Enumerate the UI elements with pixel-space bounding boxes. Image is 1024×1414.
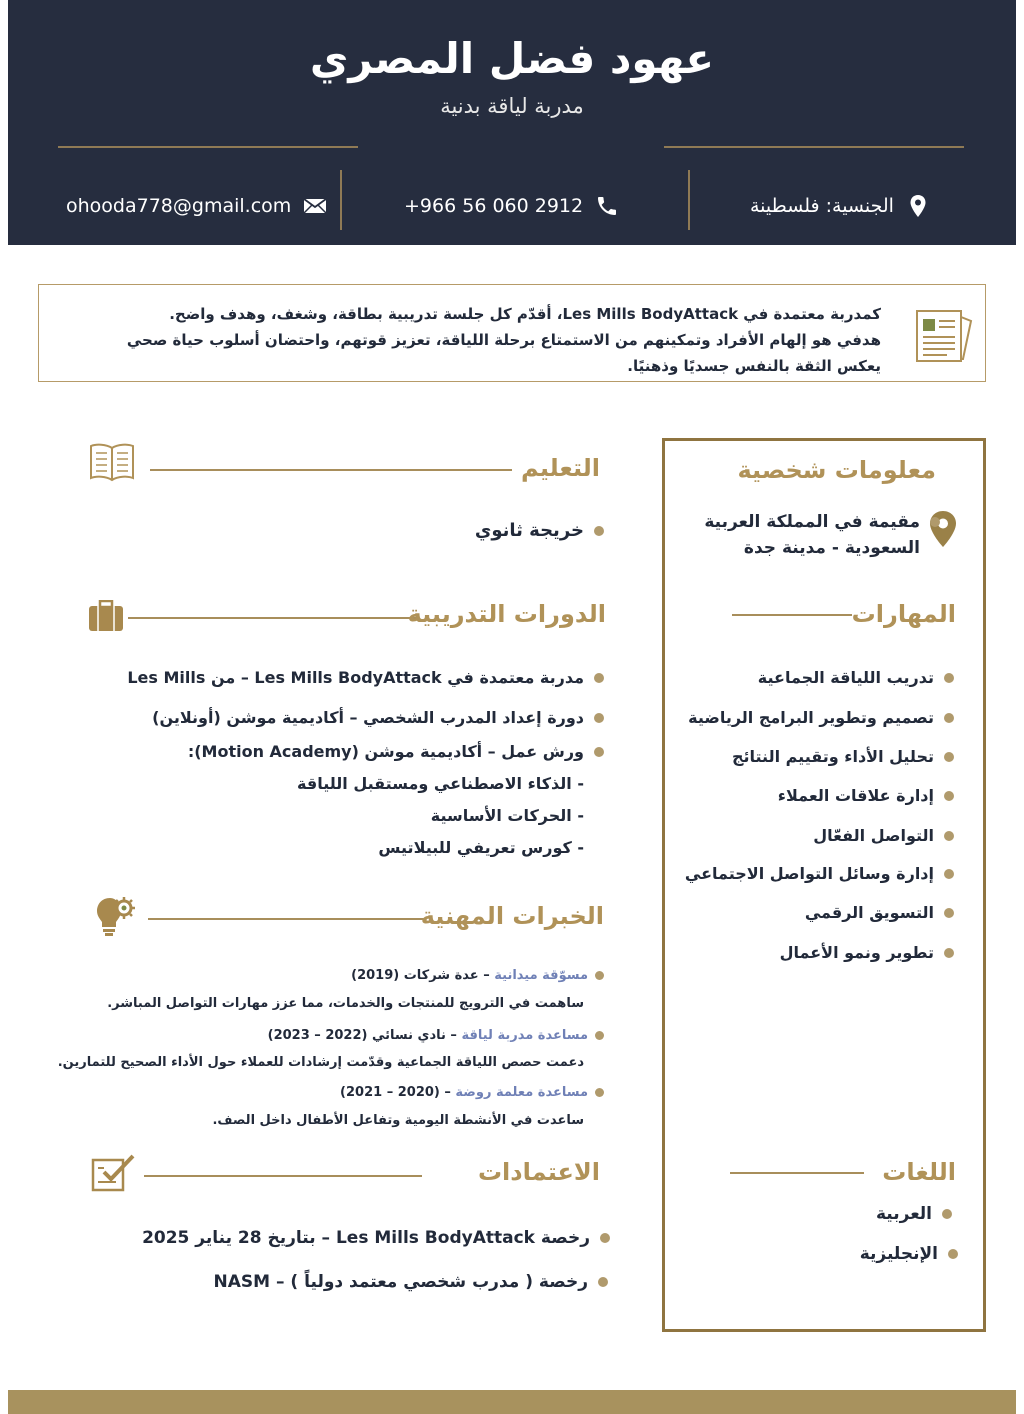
skill-item: تدريب اللياقة الجماعية: [757, 668, 934, 687]
workshop-item: - الذكاء الاصطناعي ومستقبل اللياقة: [297, 774, 584, 793]
checklist-icon: [90, 1154, 136, 1192]
footer-bar: [8, 1390, 1016, 1414]
briefcase-icon: [88, 600, 124, 632]
certification-item: رخصة Les Mills BodyAttack – بتاريخ 28 يناير 2025: [142, 1228, 590, 1248]
experience-title: الخبرات المهنية: [420, 902, 604, 930]
certifications-title-line: [144, 1175, 422, 1177]
skill-item: التسويق الرقمي: [804, 903, 934, 922]
contact-separator: [688, 170, 690, 230]
book-icon: [88, 440, 136, 484]
courses-title: الدورات التدريبية: [407, 600, 606, 628]
location-line: السعودية - مدينة جدة: [743, 538, 920, 558]
skill-item: التواصل الفعّال: [813, 826, 934, 845]
experience-role-detail: – عدة شركات (2019): [351, 968, 495, 983]
contact-phone[interactable]: [404, 190, 619, 222]
skills-title-line: [732, 614, 852, 616]
skill-item: تصميم وتطوير البرامج الرياضية: [688, 708, 934, 727]
email-text[interactable]: ohooda778@gmail.com: [66, 195, 292, 217]
experience-title-line: [148, 918, 426, 920]
languages-title-line: [730, 1172, 864, 1174]
map-pin-icon: [906, 194, 930, 218]
course-item: مدربة معتمدة في Les Mills BodyAttack – من Les Mills: [127, 668, 584, 687]
languages-title: اللغات: [882, 1158, 956, 1186]
experience-description: دعمت حصص اللياقة الجماعية وقدّمت إرشادات للعملاء حول الأداء الصحيح للتمارين.: [57, 1055, 584, 1070]
skills-title: المهارات: [851, 600, 956, 628]
phone-icon: [595, 194, 619, 218]
experience-role-detail: – نادي نسائي (2022 – 2023): [267, 1028, 462, 1043]
location-line: مقيمة في المملكة العربية: [704, 512, 920, 532]
summary-line: هدفي هو إلهام الأفراد وتمكينهم من الاستمتاع برحلة اللياقة، تعزيز قوتهم، واحتضان أسلوب حياة صحي: [126, 331, 881, 349]
education-title-line: [150, 469, 512, 471]
experience-description: ساهمت في الترويج للمنتجات والخدمات، مما عزز مهارات التواصل المباشر.: [107, 996, 584, 1011]
summary-text: [101, 301, 881, 379]
header-divider-left: [58, 146, 358, 148]
candidate-name: عهود فضل المصري: [309, 34, 715, 83]
experience-description: ساعدت في الأنشطة اليومية وتفاعل الأطفال داخل الصف.: [212, 1113, 584, 1128]
contact-email[interactable]: [66, 190, 327, 222]
education-item: خريجة ثانوي: [474, 520, 584, 541]
experience-role-name: مساعدة معلمة روضة: [455, 1085, 588, 1100]
skill-item: تحليل الأداء وتقييم النتائج: [731, 747, 934, 766]
summary-line: كمدربة معتمدة في Les Mills BodyAttack، أقدّم كل جلسة تدريبية بطاقة، وشغف، وهدف واضح.: [169, 305, 881, 323]
skill-item: إدارة علاقات العملاء: [777, 786, 934, 805]
header-banner: [8, 0, 1016, 245]
nationality-text: الجنسية: فلسطينة: [750, 195, 894, 217]
candidate-role: مدربة لياقة بدنية: [440, 94, 584, 118]
language-item: العربية: [875, 1204, 932, 1224]
contact-nationality: [750, 190, 930, 222]
workshop-item: - كورس تعريفي للبيلاتيس: [378, 838, 584, 857]
experience-role-name: مسوّقة ميدانية: [494, 968, 588, 983]
experience-role-name: مساعدة مدربة لياقة: [461, 1028, 588, 1043]
experience-role: [351, 968, 588, 983]
experience-role-detail: – (2020 – 2021): [340, 1085, 456, 1100]
education-title: التعليم: [521, 454, 600, 482]
envelope-icon: [303, 194, 327, 218]
skill-item: إدارة وسائل التواصل الاجتماعي: [684, 864, 934, 883]
summary-line: يعكس الثقة بالنفس جسديًا وذهنيًا.: [627, 357, 881, 375]
document-icon: [911, 303, 975, 365]
certifications-title: الاعتمادات: [477, 1158, 600, 1186]
sidebar-frame: [662, 438, 986, 1332]
course-item: ورش عمل – أكاديمية موشن (Motion Academy):: [187, 742, 584, 761]
workshop-item: - الحركات الأساسية: [430, 806, 584, 825]
personal-info-title: معلومات شخصية: [737, 456, 936, 484]
summary-box: [38, 284, 986, 382]
phone-text[interactable]: +966 56 060 2912: [404, 195, 584, 217]
courses-title-line: [128, 617, 418, 619]
experience-role: [268, 1028, 588, 1043]
header-divider-right: [664, 146, 964, 148]
course-item: دورة إعداد المدرب الشخصي – أكاديمية موشن (أونلاين): [152, 708, 584, 727]
skill-item: تطوير ونمو الأعمال: [779, 943, 934, 962]
certification-item: رخصة ( مدرب شخصي معتمد دولياً ) – NASM: [213, 1272, 588, 1292]
experience-role: [340, 1085, 588, 1100]
lightbulb-gear-icon: [92, 894, 136, 938]
language-item: الإنجليزية: [859, 1244, 938, 1264]
contact-separator: [340, 170, 342, 230]
location-pin-icon: [928, 510, 958, 548]
